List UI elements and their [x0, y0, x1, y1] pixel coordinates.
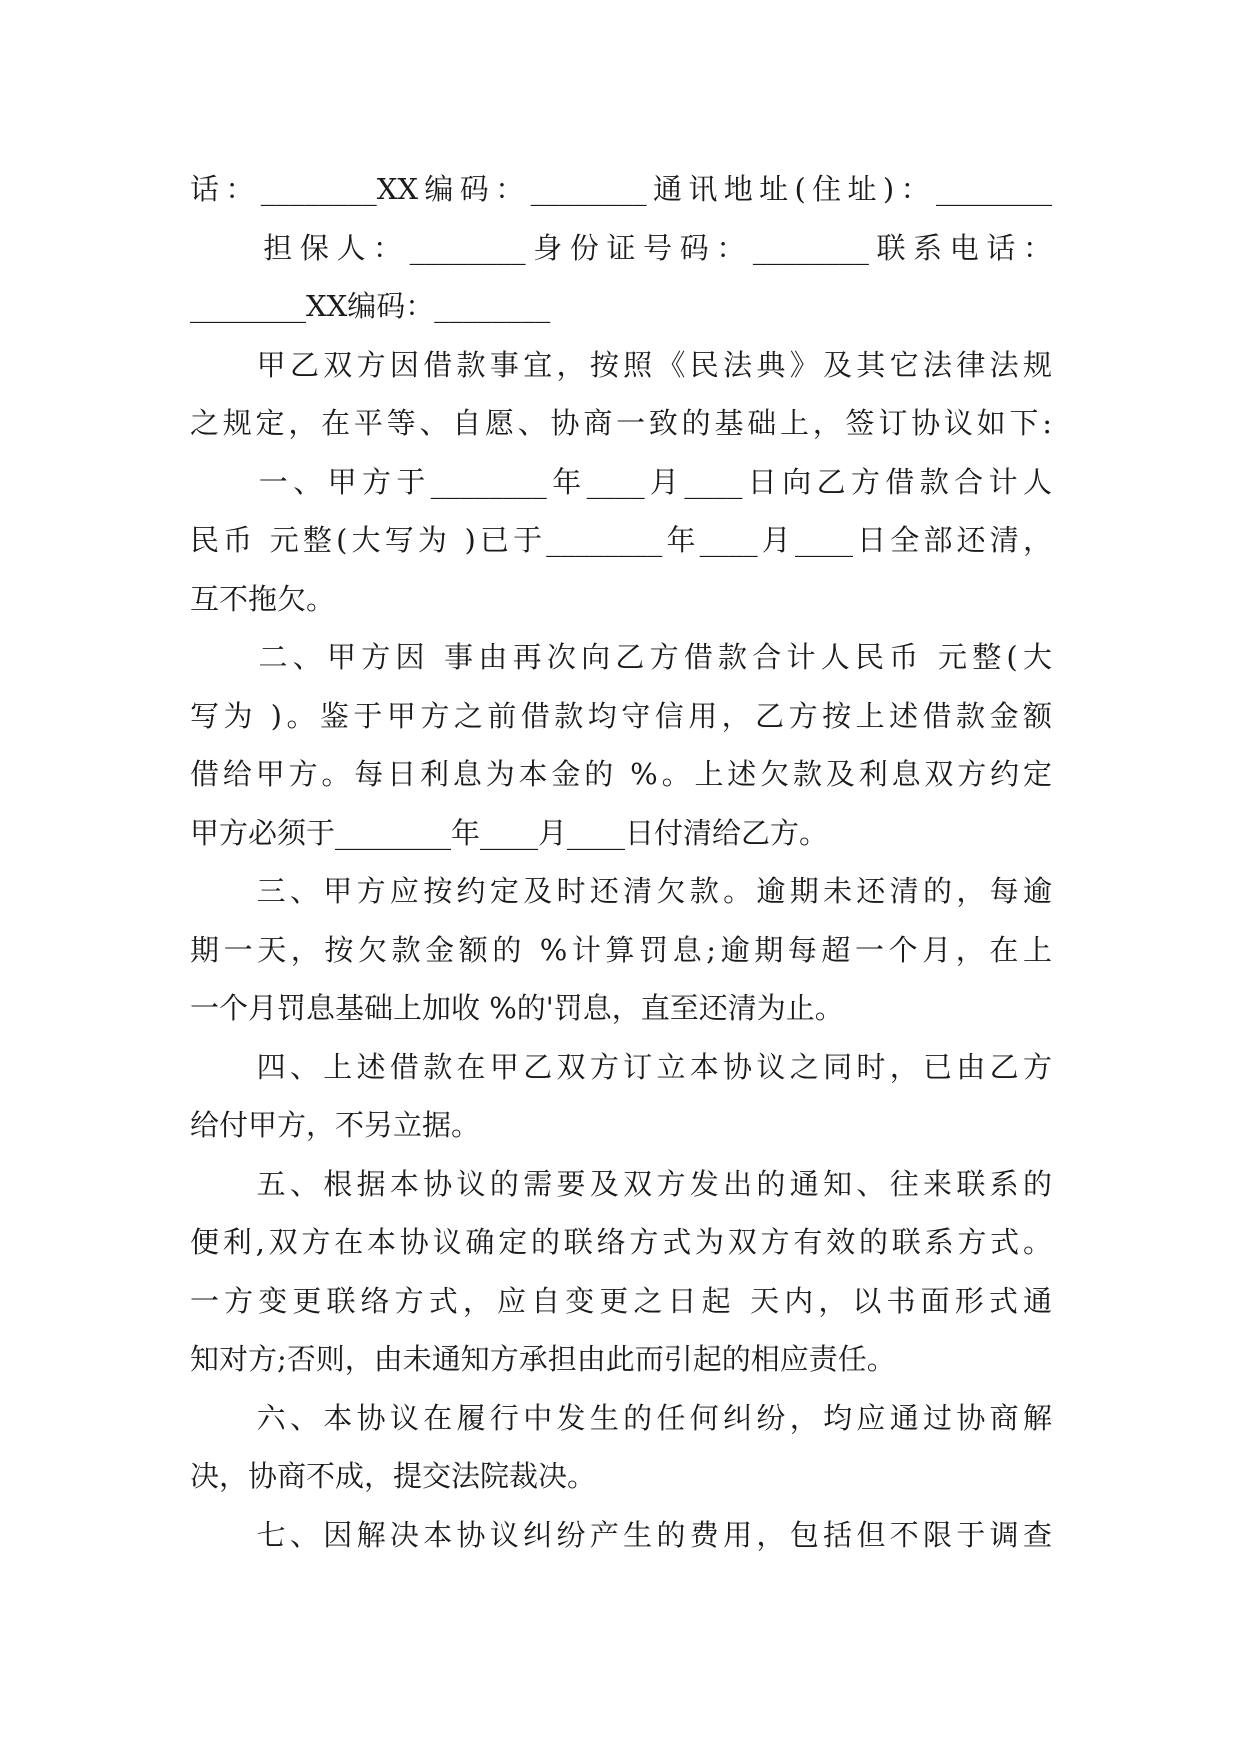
- text-line-19: 便利,双方在本协议确定的联络方式为双方有效的联系方式。: [190, 1225, 1052, 1259]
- text-line-4: 甲乙双方因借款事宜，按照《民法典》及其它法律法规: [190, 347, 1052, 382]
- text-line-13: 三、甲方应按约定及时还清欠款。逾期未还清的，每逾: [190, 874, 1052, 908]
- text-line-5: 之规定，在平等、自愿、协商一致的基础上，签订协议如下:: [190, 406, 1052, 440]
- text-line-24: 七、因解决本协议纠纷产生的费用，包括但不限于调查: [190, 1517, 1052, 1552]
- text-line-21: 知对方;否则，由未通知方承担由此而引起的相应责任。: [190, 1342, 896, 1376]
- text-line-18: 五、根据本协议的需要及双方发出的通知、往来联系的: [190, 1166, 1052, 1201]
- text-line-9: 二、甲方因 事由再次向乙方借款合计人民币 元整(大: [190, 640, 1052, 674]
- text-line-14: 期一天，按欠款金额的 %计算罚息;逾期每超一个月，在上: [190, 932, 1052, 967]
- document-body: [190, 160, 1052, 1564]
- text-line-15: 一个月罚息基础上加收 %的'罚息，直至还清为止。: [190, 991, 844, 1025]
- text-line-17: 给付甲方，不另立据。: [190, 1108, 481, 1142]
- text-line-12: 甲方必须于________年____月____日付清给乙方。: [190, 815, 829, 850]
- text-line-2: 担保人：________身份证号码：________联系电话：: [190, 230, 1052, 265]
- text-line-7: 民币 元整(大写为 )已于________年____月____日全部还清，: [190, 523, 1052, 557]
- text-line-23: 决，协商不成，提交法院裁决。: [190, 1459, 597, 1493]
- text-line-16: 四、上述借款在甲乙双方订立本协议之同时，已由乙方: [190, 1049, 1052, 1084]
- text-line-6: 一、甲方于________年____月____日向乙方借款合计人: [190, 464, 1052, 499]
- text-line-11: 借给甲方。每日利息为本金的 %。上述欠款及利息双方约定: [190, 757, 1052, 791]
- text-line-8: 互不拖欠。: [190, 581, 336, 616]
- text-line-22: 六、本协议在履行中发生的任何纠纷，均应通过协商解: [190, 1400, 1052, 1435]
- text-line-1: 话：________XX编码：________通讯地址(住址)：________: [190, 172, 1052, 206]
- text-line-3: ________XX编码：________: [190, 289, 551, 323]
- text-line-10: 写为 )。鉴于甲方之前借款均守信用，乙方按上述借款金额: [190, 698, 1052, 733]
- text-line-20: 一方变更联络方式，应自变更之日起 天内，以书面形式通: [190, 1283, 1052, 1318]
